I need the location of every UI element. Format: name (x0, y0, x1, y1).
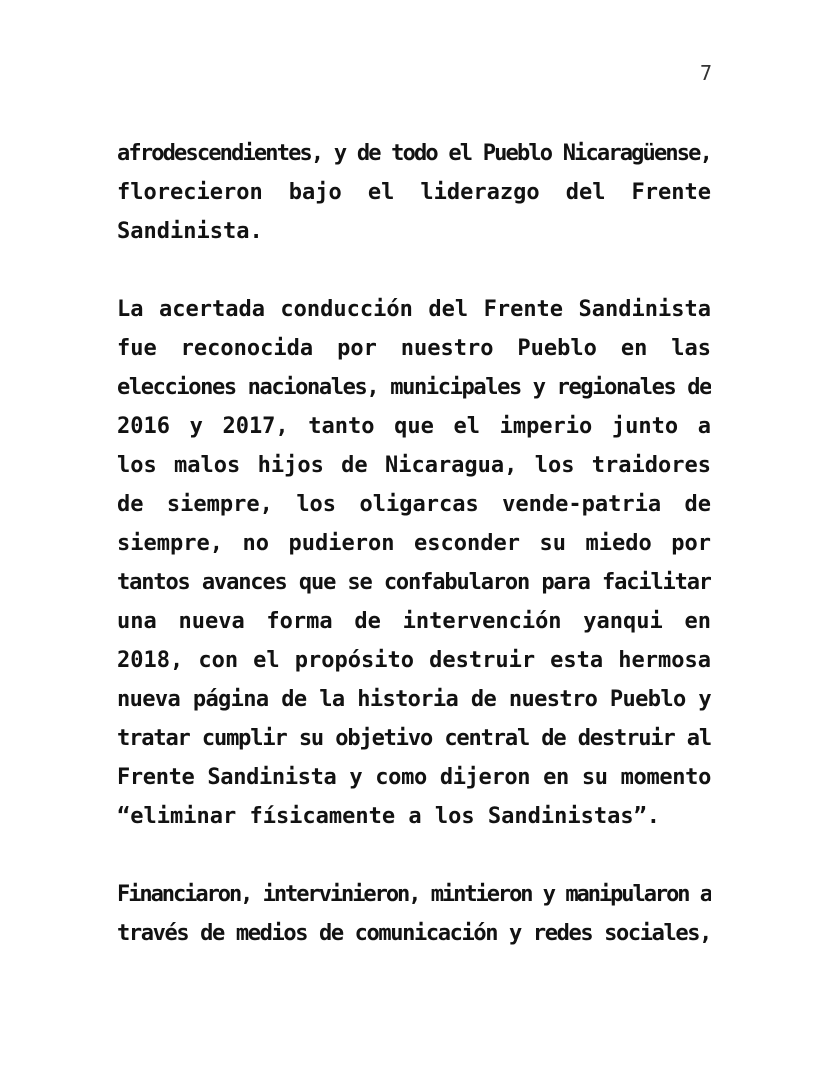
text-line: 2018, con el propósito destruir esta hermosa (117, 648, 711, 673)
text-line: nueva página de la historia de nuestro Pueblo y (117, 687, 711, 712)
text-line: través de medios de comunicación y redes sociales, (117, 921, 711, 946)
text-line: elecciones nacionales, municipales y regionales de (117, 375, 711, 400)
text-line: florecieron bajo el liderazgo del Frente (117, 180, 711, 205)
text-line: tratar cumplir su objetivo central de destruir al (117, 726, 711, 751)
text-line: una nueva forma de intervención yanqui en (117, 609, 711, 634)
text-line: tantos avances que se confabularon para facilitar (117, 570, 711, 595)
text-line: 2016 y 2017, tanto que el imperio junto a (117, 414, 711, 439)
paragraph-1 (117, 134, 711, 251)
text-line: Frente Sandinista y como dijeron en su momento (117, 765, 711, 790)
text-line: Financiaron, intervinieron, mintieron y manipularon a (117, 882, 711, 907)
text-line: siempre, no pudieron esconder su miedo por (117, 531, 711, 556)
text-line: fue reconocida por nuestro Pueblo en las (117, 336, 711, 361)
text-line: “eliminar físicamente a los Sandinistas”. (117, 804, 661, 829)
text-line: La acertada conducción del Frente Sandinista (117, 297, 711, 322)
page-number: 7 (699, 61, 712, 85)
text-line: de siempre, los oligarcas vende-patria de (117, 492, 711, 517)
text-line: los malos hijos de Nicaragua, los traidores (117, 453, 711, 478)
text-line: Sandinista. (117, 219, 263, 244)
paragraph-2 (117, 290, 711, 836)
text-line: afrodescendientes, y de todo el Pueblo Nicaragüense, (117, 141, 711, 166)
document-body (117, 134, 711, 953)
paragraph-3 (117, 875, 711, 953)
